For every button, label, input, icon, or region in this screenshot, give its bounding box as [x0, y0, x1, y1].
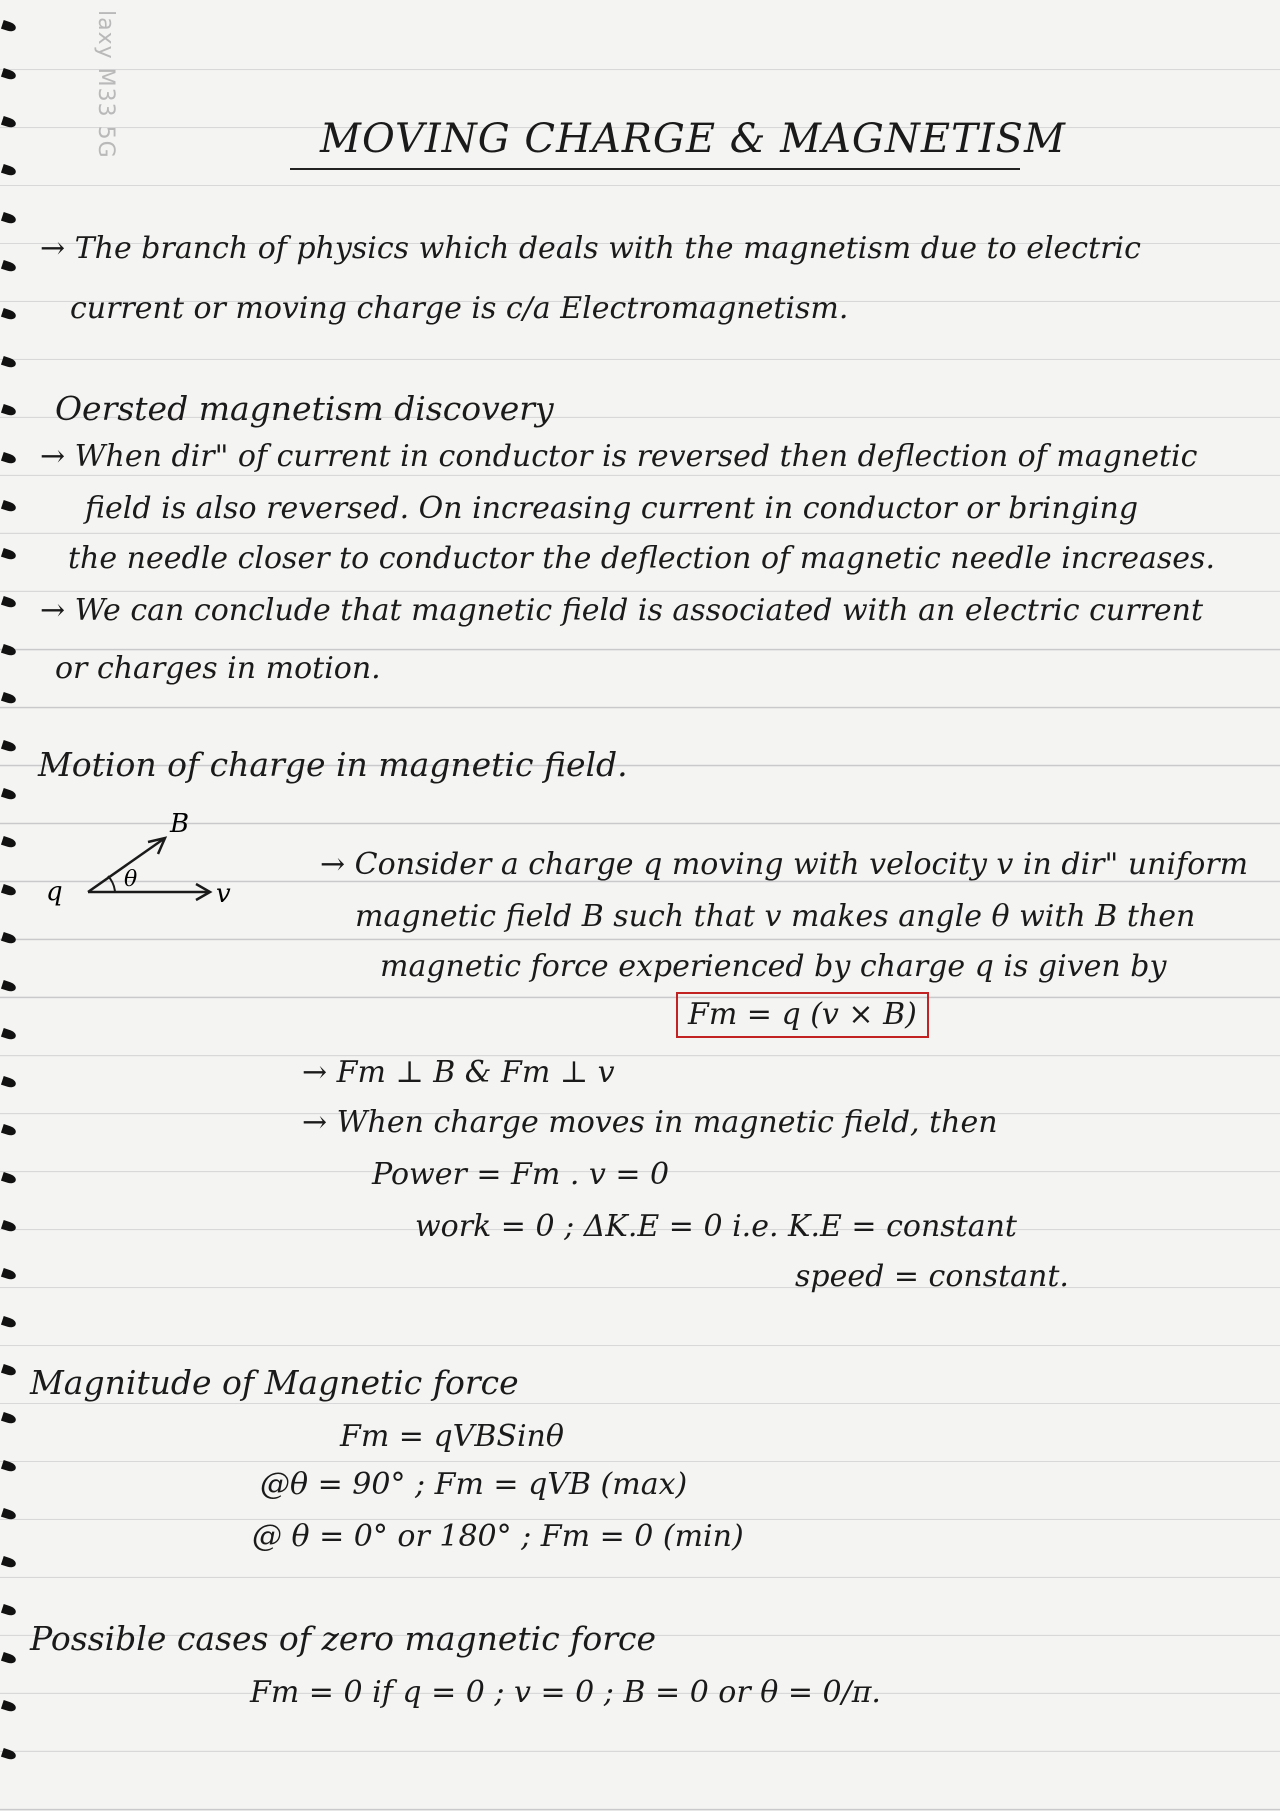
magnitude-max: @θ = 90° ; Fm = qVB (max): [260, 1467, 688, 1502]
motion-line-4: → When charge moves in magnetic field, then: [302, 1105, 998, 1140]
magnitude-min: @ θ = 0° or 180° ; Fm = 0 (min): [252, 1519, 744, 1554]
intro-line-1: → The branch of physics which deals with the magnetism due to electric: [40, 231, 1141, 266]
work-equation: work = 0 ; ΔK.E = 0 i.e. K.E = constant: [415, 1209, 1017, 1244]
lorentz-force-formula: Fm = q (v × B): [676, 992, 929, 1038]
power-equation: Power = Fm . v = 0: [372, 1157, 670, 1192]
motion-line-1: → Consider a charge q moving with velocity v in dir" uniform: [320, 847, 1249, 882]
magnitude-heading: Magnitude of Magnetic force: [30, 1363, 519, 1402]
oersted-line-5: or charges in motion.: [55, 651, 381, 686]
page-title: MOVING CHARGE & MAGNETISM: [320, 116, 1066, 162]
v-label: v: [216, 879, 231, 909]
oersted-heading: Oersted magnetism discovery: [55, 389, 554, 428]
q-label: q: [46, 877, 63, 907]
title-underline: [290, 168, 1020, 170]
force-vector-diagram: [40, 810, 260, 920]
oersted-line-3: the needle closer to conductor the deflection of magnetic needle increases.: [68, 541, 1215, 576]
perpendicular-line: → Fm ⊥ B & Fm ⊥ v: [302, 1055, 615, 1090]
oersted-line-1: → When dir" of current in conductor is reversed then deflection of magnetic: [40, 439, 1198, 474]
zero-force-heading: Possible cases of zero magnetic force: [30, 1619, 657, 1658]
speed-equation: speed = constant.: [795, 1259, 1069, 1294]
motion-heading: Motion of charge in magnetic field.: [38, 745, 628, 784]
intro-line-2: current or moving charge is c/a Electromagnetism.: [70, 291, 849, 326]
oersted-line-2: field is also reversed. On increasing current in conductor or bringing: [85, 491, 1139, 526]
motion-line-3: magnetic force experienced by charge q is given by: [380, 949, 1167, 984]
theta-label: θ: [124, 867, 138, 892]
zero-force-equation: Fm = 0 if q = 0 ; v = 0 ; B = 0 or θ = 0/π.: [250, 1675, 881, 1710]
magnitude-equation: Fm = qVBSinθ: [340, 1419, 564, 1454]
oersted-line-4: → We can conclude that magnetic field is associated with an electric current: [40, 593, 1204, 628]
theta-arc: [108, 876, 115, 892]
b-label: B: [170, 810, 190, 839]
camera-watermark: laxy M33 5G: [93, 10, 118, 159]
spiral-holes: [0, 0, 20, 1811]
motion-line-2: magnetic field B such that v makes angle θ with B then: [355, 899, 1196, 934]
